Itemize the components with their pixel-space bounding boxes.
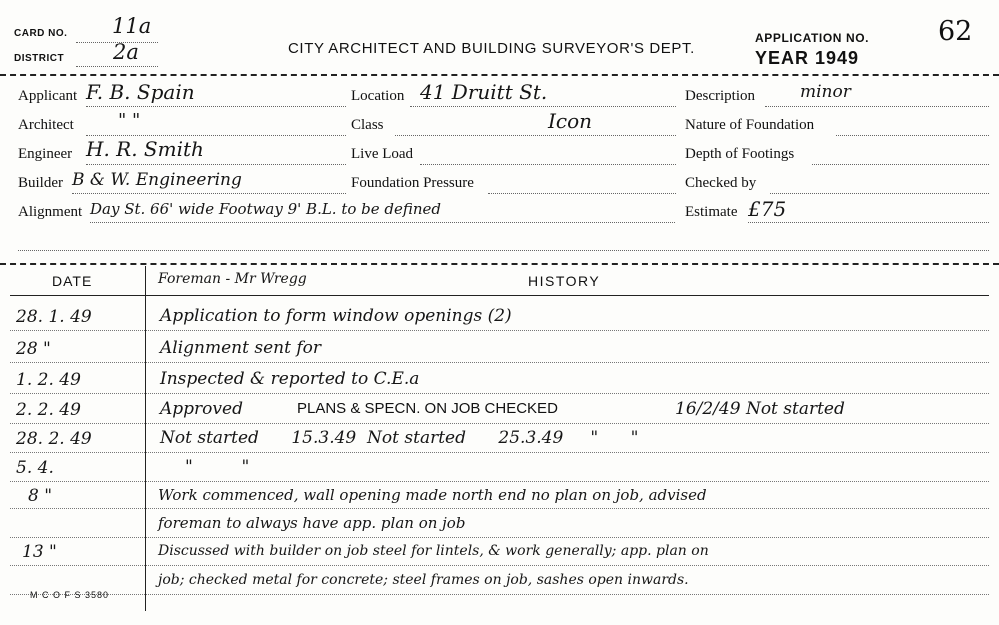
description-label: Description <box>685 88 755 104</box>
builder-label: Builder <box>18 175 63 191</box>
row-text: foreman to always have app. plan on job <box>158 514 466 532</box>
row-printed-stamp: PLANS & SPECN. ON JOB CHECKED <box>297 400 558 417</box>
row-date: 2. 2. 49 <box>16 400 81 420</box>
alignment-label: Alignment <box>18 204 83 220</box>
history-column-header: HISTORY <box>528 273 601 289</box>
class-value: Icon <box>548 109 593 133</box>
row-text-continued: 16/2/49 Not started <box>675 399 845 419</box>
row-date: 28. 1. 49 <box>16 307 92 327</box>
nature-of-foundation-label: Nature of Foundation <box>685 117 815 133</box>
location-label: Location <box>351 88 405 104</box>
foundation-pressure-label: Foundation Pressure <box>351 175 474 191</box>
live-load-label: Live Load <box>351 146 414 162</box>
row-date: 13 " <box>22 542 57 562</box>
estimate-value: £75 <box>748 197 787 221</box>
year-label: YEAR 1949 <box>755 48 860 68</box>
builder-value: B & W. Engineering <box>72 170 242 190</box>
foreman-note: Foreman - Mr Wregg <box>158 271 307 287</box>
date-column-header: DATE <box>52 273 93 289</box>
district-label: DISTRICT <box>14 53 65 64</box>
application-no-value: 62 <box>938 16 973 47</box>
row-text: Inspected & reported to C.E.a <box>160 369 420 389</box>
row-text: Work commenced, wall opening made north end no plan on job, advised <box>158 486 707 504</box>
row-date: 1. 2. 49 <box>16 370 81 390</box>
row-date: 28 " <box>16 339 51 359</box>
application-no-label: APPLICATION NO. <box>755 31 870 45</box>
depth-of-footings-label: Depth of Footings <box>685 146 795 162</box>
description-value: minor <box>800 82 851 102</box>
department-title: CITY ARCHITECT AND BUILDING SURVEYOR'S DEPT. <box>288 40 695 57</box>
row-date: 28. 2. 49 <box>16 429 92 449</box>
applicant-label: Applicant <box>18 88 78 104</box>
applicant-value: F. B. Spain <box>86 80 195 104</box>
form-code: M C O F S 3580 <box>30 590 110 600</box>
engineer-value: H. R. Smith <box>86 137 204 161</box>
architect-value: " " <box>118 110 141 131</box>
fields-divider <box>0 263 999 265</box>
row-date: 8 " <box>28 486 53 506</box>
row-text: job; checked metal for concrete; steel frames on job, sashes open inwards. <box>158 572 689 588</box>
class-label: Class <box>351 117 384 133</box>
row-date: 5. 4. <box>16 458 54 478</box>
row-text: Discussed with builder on job steel for lintels, & work generally; app. plan on <box>158 543 709 559</box>
estimate-label: Estimate <box>685 204 738 220</box>
card-no-label: CARD NO. <box>14 28 68 39</box>
row-text: Application to form window openings (2) <box>160 306 512 326</box>
date-column-divider <box>145 266 146 611</box>
engineer-label: Engineer <box>18 146 73 162</box>
alignment-value: Day St. 66' wide Footway 9' B.L. to be defined <box>90 200 442 218</box>
architect-label: Architect <box>18 117 74 133</box>
header-divider <box>0 74 999 76</box>
card-no-value: 11a <box>112 14 152 38</box>
row-text: Alignment sent for <box>160 338 321 358</box>
checked-by-label: Checked by <box>685 175 757 191</box>
row-text: Not started 15.3.49 Not started 25.3.49 " " <box>160 428 639 448</box>
row-text: " " <box>185 457 250 477</box>
location-value: 41 Druitt St. <box>420 80 548 104</box>
row-text: Approved <box>160 399 243 419</box>
history-header-rule <box>10 295 989 296</box>
district-value: 2a <box>113 40 139 64</box>
